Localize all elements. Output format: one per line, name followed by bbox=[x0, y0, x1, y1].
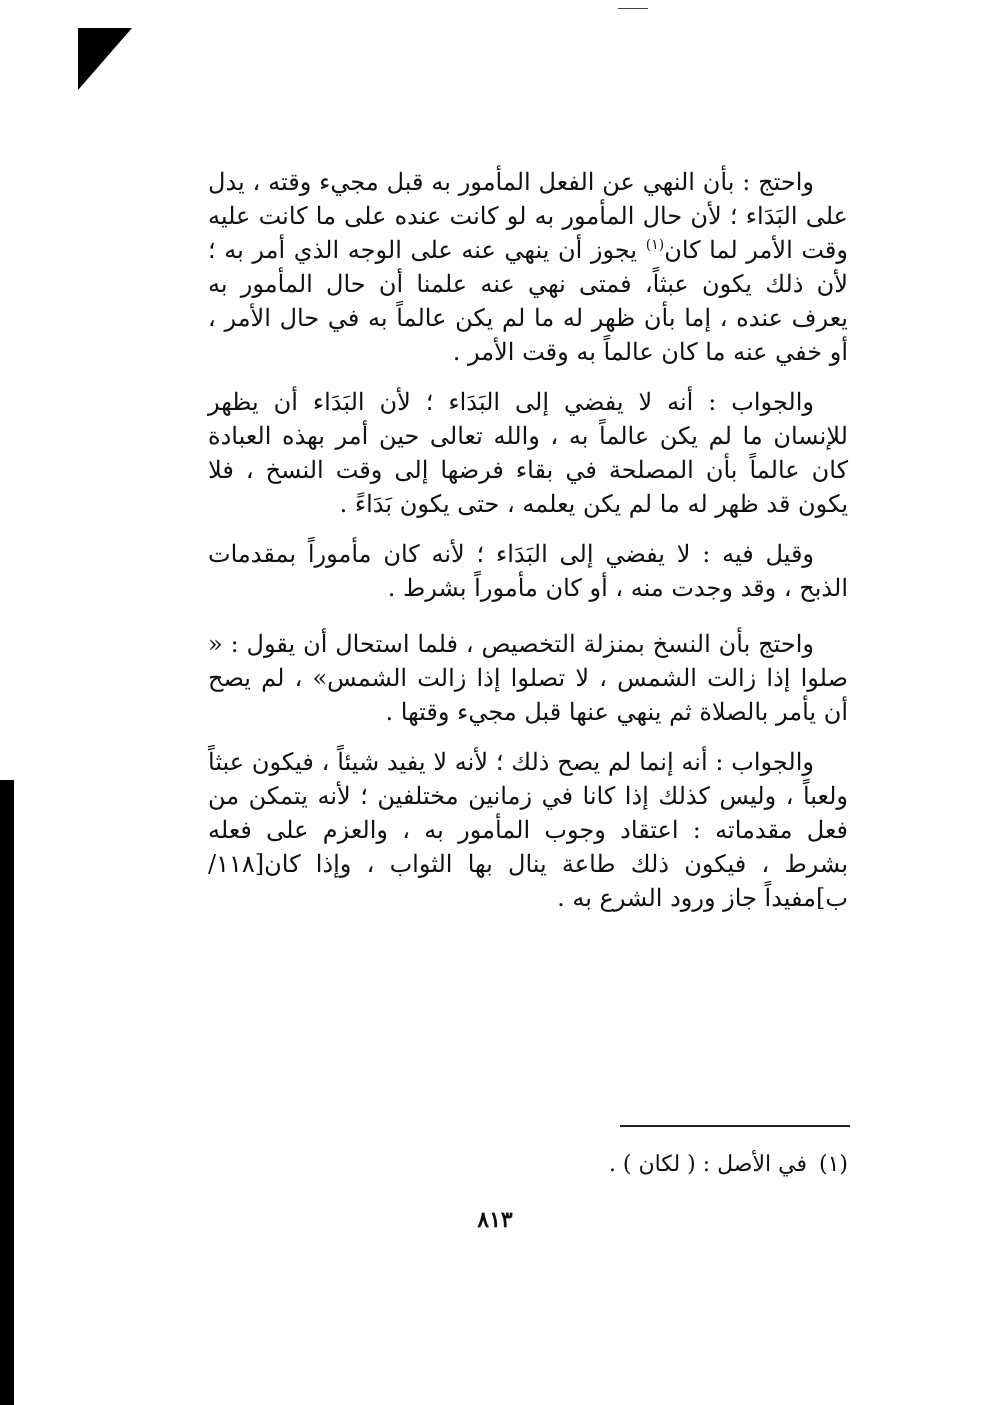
paragraph-text: يجوز أن ينهي عنه على الوجه الذي أمر به ؛ لأن ذلك يكون عبثاً، فمتى نهي عنه علمنا أن حال المأمور به يعرف عنده ، إما بأن ظهر له ما لم يكن عالماً به في حال الأمر ، أو خفي عنه ما كان عالماً به وقت الأمر . bbox=[208, 236, 848, 366]
corner-triangle-mark bbox=[78, 28, 132, 90]
paragraph: واحتج بأن النسخ بمنزلة التخصيص ، فلما استحال أن يقول : « صلوا إذا زالت الشمس ، لا تصلوا إذا زالت الشمس» ، لم يصح أن يأمر بالصلاة ثم ينهي عنها قبل مجيء وقتها . bbox=[208, 630, 848, 726]
footnote-reference: (١) bbox=[645, 237, 665, 253]
footnote bbox=[500, 1150, 848, 1180]
footnote-number: (١) bbox=[818, 1152, 848, 1177]
paragraph: والجواب : أنه إنما لم يصح ذلك ؛ لأنه لا يفيد شيئاً ، فيكون عبثاً ولعباً ، وليس كذلك إذا كانا في زمانين مختلفين ؛ لأنه يتمكن من فعل مقدماته : اعتقاد وجوب المأمور به ، والعزم على فعله بشرط ، فيكون ذلك طاعة ينال بها الثواب ، وإذا كان[١١٨/ب]مفيداً جاز ورود الشرع به . bbox=[208, 748, 848, 912]
main-text bbox=[208, 165, 848, 931]
paragraph bbox=[208, 165, 848, 369]
footnote-text: في الأصل : ( لكان ) . bbox=[608, 1152, 807, 1177]
paragraph: وقيل فيه : لا يفضي إلى البَدَاء ؛ لأنه كان مأموراً بمقدمات الذبح ، وقد وجدت منه ، أو كان مأموراً بشرط . bbox=[208, 540, 848, 602]
page-number: ٨١٣ bbox=[477, 1207, 513, 1233]
paragraph-text: واحتج : بأن النهي عن الفعل المأمور به قبل مجيء وقته ، يدل على البَدَاء ؛ لأن حال المأمور به لو كانت عنده على ما كانت عليه وقت الأمر لما كان bbox=[208, 168, 849, 264]
footnote-separator bbox=[620, 1125, 850, 1127]
paragraph: والجواب : أنه لا يفضي إلى البَدَاء ؛ لأن البَدَاء أن يظهر للإنسان ما لم يكن عالماً به ، والله تعالى حين أمر بهذه العبادة كان عالماً بأن المصلحة في بقاء فرضها إلى وقت النسخ ، فلا يكون قد ظهر له ما لم يكن يعلمه ، حتى يكون بَدَاءً . bbox=[208, 388, 848, 518]
top-rule bbox=[618, 8, 648, 9]
scan-edge-bar bbox=[0, 780, 14, 1405]
